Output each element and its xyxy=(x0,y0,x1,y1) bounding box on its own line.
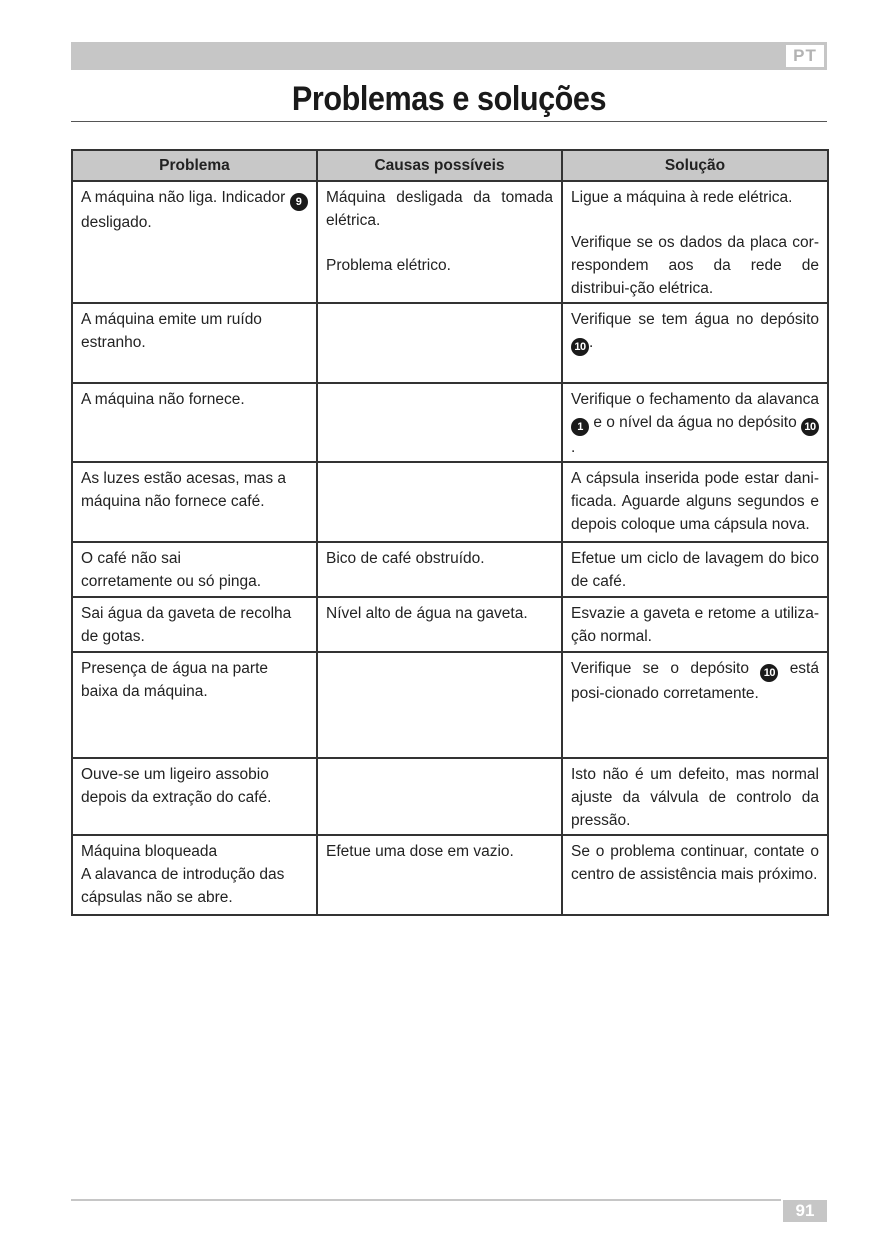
solution-cell xyxy=(562,542,828,597)
problem-text: A alavanca de introdução das cápsulas não se abre. xyxy=(81,866,285,906)
problem-cell xyxy=(72,542,317,597)
problem-text: A máquina não fornece. xyxy=(81,391,245,408)
causes-cell xyxy=(317,652,562,758)
solution-text: . xyxy=(589,334,594,351)
table-header-row xyxy=(72,150,828,181)
cause-text: Problema elétrico. xyxy=(326,257,451,274)
cause-text: Nível alto de água na gaveta. xyxy=(326,605,528,622)
solution-text: Ligue a máquina à rede elétrica. xyxy=(571,189,793,206)
problem-cell xyxy=(72,303,317,383)
column-header-problem: Problema xyxy=(72,150,317,181)
troubleshooting-table xyxy=(71,149,829,916)
problem-cell xyxy=(72,758,317,835)
problem-text: corretamente ou só pinga. xyxy=(81,573,262,590)
table-row xyxy=(72,462,828,542)
page-title: Problemas e soluções xyxy=(291,80,607,118)
solution-cell xyxy=(562,758,828,835)
table-row xyxy=(72,835,828,915)
problem-cell xyxy=(72,652,317,758)
indicator-9-icon: 9 xyxy=(290,193,308,211)
causes-cell xyxy=(317,462,562,542)
table-row xyxy=(72,181,828,303)
tank-10-icon: 10 xyxy=(760,664,778,682)
language-badge: PT xyxy=(785,44,825,68)
problem-text: A máquina não liga. Indicador xyxy=(81,189,286,206)
causes-cell xyxy=(317,303,562,383)
solution-text: Se o problema continuar, contate o centro de assistência mais próximo. xyxy=(571,843,819,883)
solution-cell xyxy=(562,383,828,462)
cause-text: Efetue uma dose em vazio. xyxy=(326,843,514,860)
causes-cell xyxy=(317,542,562,597)
solution-cell xyxy=(562,462,828,542)
causes-cell xyxy=(317,758,562,835)
solution-text: A cápsula inserida pode estar dani-ficada. Aguarde alguns segundos e depois coloque uma cápsula nova. xyxy=(571,470,819,533)
solution-text: . xyxy=(571,439,576,456)
problem-cell xyxy=(72,462,317,542)
solution-cell xyxy=(562,652,828,758)
tank-10-icon: 10 xyxy=(571,338,589,356)
solution-cell xyxy=(562,835,828,915)
problem-text: As luzes estão acesas, mas a máquina não fornece café. xyxy=(81,470,287,510)
solution-text: Verifique se o depósito xyxy=(571,660,749,677)
page-number: 91 xyxy=(783,1200,827,1222)
solution-text: Isto não é um defeito, mas normal ajuste da válvula de controlo da pressão. xyxy=(571,766,819,829)
solution-text: Verifique se tem água no depósito xyxy=(571,311,819,328)
table-row xyxy=(72,758,828,835)
title-divider xyxy=(71,121,827,122)
tank-10-icon: 10 xyxy=(801,418,819,436)
header-band xyxy=(71,42,827,70)
problem-text: Presença de água na parte baixa da máquina. xyxy=(81,660,268,700)
table-row xyxy=(72,652,828,758)
problem-text: desligado. xyxy=(81,214,152,231)
solution-cell xyxy=(562,303,828,383)
solution-cell xyxy=(562,181,828,303)
problem-text: A máquina emite um ruído estranho. xyxy=(81,311,262,351)
causes-cell xyxy=(317,835,562,915)
problem-cell xyxy=(72,181,317,303)
solution-text: Esvazie a gaveta e retome a utiliza-ção normal. xyxy=(571,605,819,645)
table-row xyxy=(72,542,828,597)
cause-text: Bico de café obstruído. xyxy=(326,550,485,567)
problem-cell xyxy=(72,835,317,915)
problem-text: Máquina bloqueada xyxy=(81,843,218,860)
table-row xyxy=(72,383,828,462)
problem-text: Sai água da gaveta de recolha de gotas. xyxy=(81,605,292,645)
column-header-causes: Causas possíveis xyxy=(317,150,562,181)
lever-1-icon: 1 xyxy=(571,418,589,436)
problem-text: O café não sai xyxy=(81,550,181,567)
solution-text: Verifique o fechamento da alavanca xyxy=(571,391,819,408)
solution-text: e o nível da água no depósito xyxy=(593,414,797,431)
problem-cell xyxy=(72,383,317,462)
table-row xyxy=(72,303,828,383)
cause-text: Máquina desligada da tomada elétrica. xyxy=(326,189,553,229)
column-header-solution: Solução xyxy=(562,150,828,181)
table-row xyxy=(72,597,828,652)
causes-cell xyxy=(317,383,562,462)
solution-text: está posi-cionado corretamente. xyxy=(571,660,819,702)
causes-cell xyxy=(317,597,562,652)
problem-cell xyxy=(72,597,317,652)
solution-text: Verifique se os dados da placa cor-respondem aos da rede de distribui-ção elétrica. xyxy=(571,234,819,297)
footer-divider xyxy=(71,1199,781,1201)
causes-cell xyxy=(317,181,562,303)
solution-text: Efetue um ciclo de lavagem do bico de café. xyxy=(571,550,819,590)
problem-text: Ouve-se um ligeiro assobio depois da extração do café. xyxy=(81,766,272,806)
solution-cell xyxy=(562,597,828,652)
